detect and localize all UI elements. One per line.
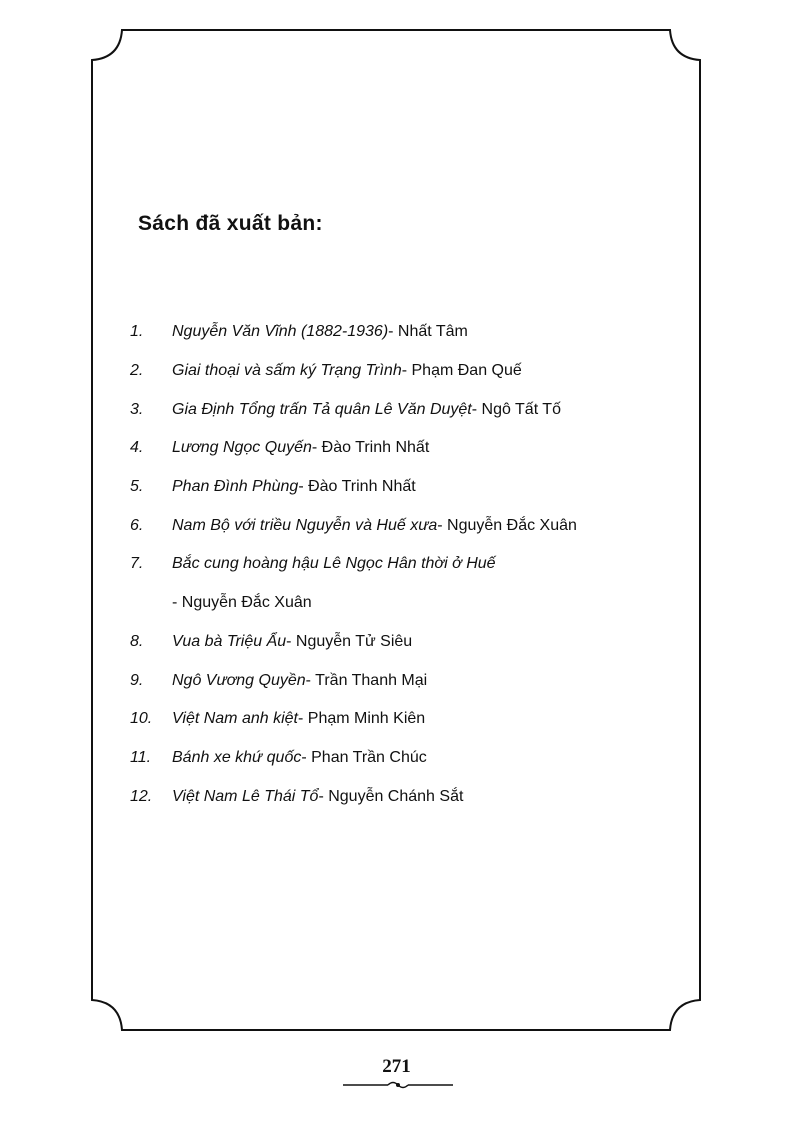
- book-title: Giai thoại và sấm ký Trạng Trình: [172, 362, 402, 380]
- list-item: [130, 313, 577, 352]
- page-title: Sách đã xuất bản:: [138, 212, 323, 235]
- item-number: 5.: [130, 478, 144, 496]
- book-author: - Phạm Đan Quế: [401, 362, 522, 380]
- book-title: Nguyễn Văn Vĩnh (1882-1936): [172, 323, 389, 341]
- item-number: 6.: [130, 516, 144, 534]
- book-title: Bắc cung hoàng hậu Lê Ngọc Hân thời ở Huế: [172, 555, 496, 573]
- list-item: [130, 429, 577, 468]
- item-number: 10.: [130, 710, 153, 728]
- book-title: Nam Bộ với triều Nguyễn và Huế xưa: [172, 516, 438, 534]
- item-number: 1.: [130, 323, 144, 341]
- list-item-continuation: [130, 584, 577, 623]
- book-title: Việt Nam Lê Thái Tổ: [172, 787, 319, 805]
- item-number: 4.: [130, 439, 144, 457]
- book-author: - Phạm Minh Kiên: [298, 710, 426, 728]
- item-number: 11.: [130, 748, 152, 766]
- book-author: - Đào Trinh Nhất: [298, 478, 416, 496]
- book-title: Vua bà Triệu Ẩu: [172, 632, 287, 650]
- book-title: Ngô Vương Quyền: [172, 671, 306, 689]
- list-item: [130, 623, 577, 662]
- book-title: Bánh xe khứ quốc: [172, 748, 302, 766]
- page-number: 271: [382, 1056, 411, 1077]
- book-list: [130, 313, 577, 816]
- ornament-icon: [343, 1079, 453, 1091]
- list-item: [130, 390, 577, 429]
- book-title: Phan Đình Phùng: [172, 478, 299, 496]
- book-author: - Đào Trinh Nhất: [311, 439, 430, 457]
- list-item: [130, 468, 577, 507]
- item-number: 7.: [130, 555, 144, 573]
- book-title: Việt Nam anh kiệt: [172, 710, 298, 728]
- list-item: [130, 700, 577, 739]
- item-number: 9.: [130, 671, 144, 689]
- list-item: [130, 739, 577, 778]
- book-author: - Nguyễn Đắc Xuân: [437, 516, 577, 534]
- book-author: - Nguyễn Đắc Xuân: [172, 594, 312, 612]
- book-author: - Nguyễn Chánh Sắt: [318, 787, 464, 805]
- item-number: 3.: [130, 400, 144, 418]
- item-number: 12.: [130, 787, 153, 805]
- book-title: Lương Ngọc Quyến: [172, 439, 312, 457]
- book-author: - Trần Thanh Mại: [305, 671, 428, 689]
- list-item: [130, 506, 577, 545]
- book-author: - Phan Trần Chúc: [301, 748, 427, 766]
- book-title: Gia Định Tổng trấn Tả quân Lê Văn Duyệt: [172, 400, 472, 418]
- list-item: [130, 661, 577, 700]
- list-item: [130, 545, 577, 584]
- book-author: - Nguyễn Tử Siêu: [286, 632, 413, 650]
- book-author: - Nhất Tâm: [388, 323, 468, 341]
- list-item: [130, 777, 577, 816]
- list-item: [130, 352, 577, 391]
- item-number: 2.: [130, 362, 144, 380]
- item-number: 8.: [130, 632, 144, 650]
- book-author: - Ngô Tất Tố: [471, 400, 561, 418]
